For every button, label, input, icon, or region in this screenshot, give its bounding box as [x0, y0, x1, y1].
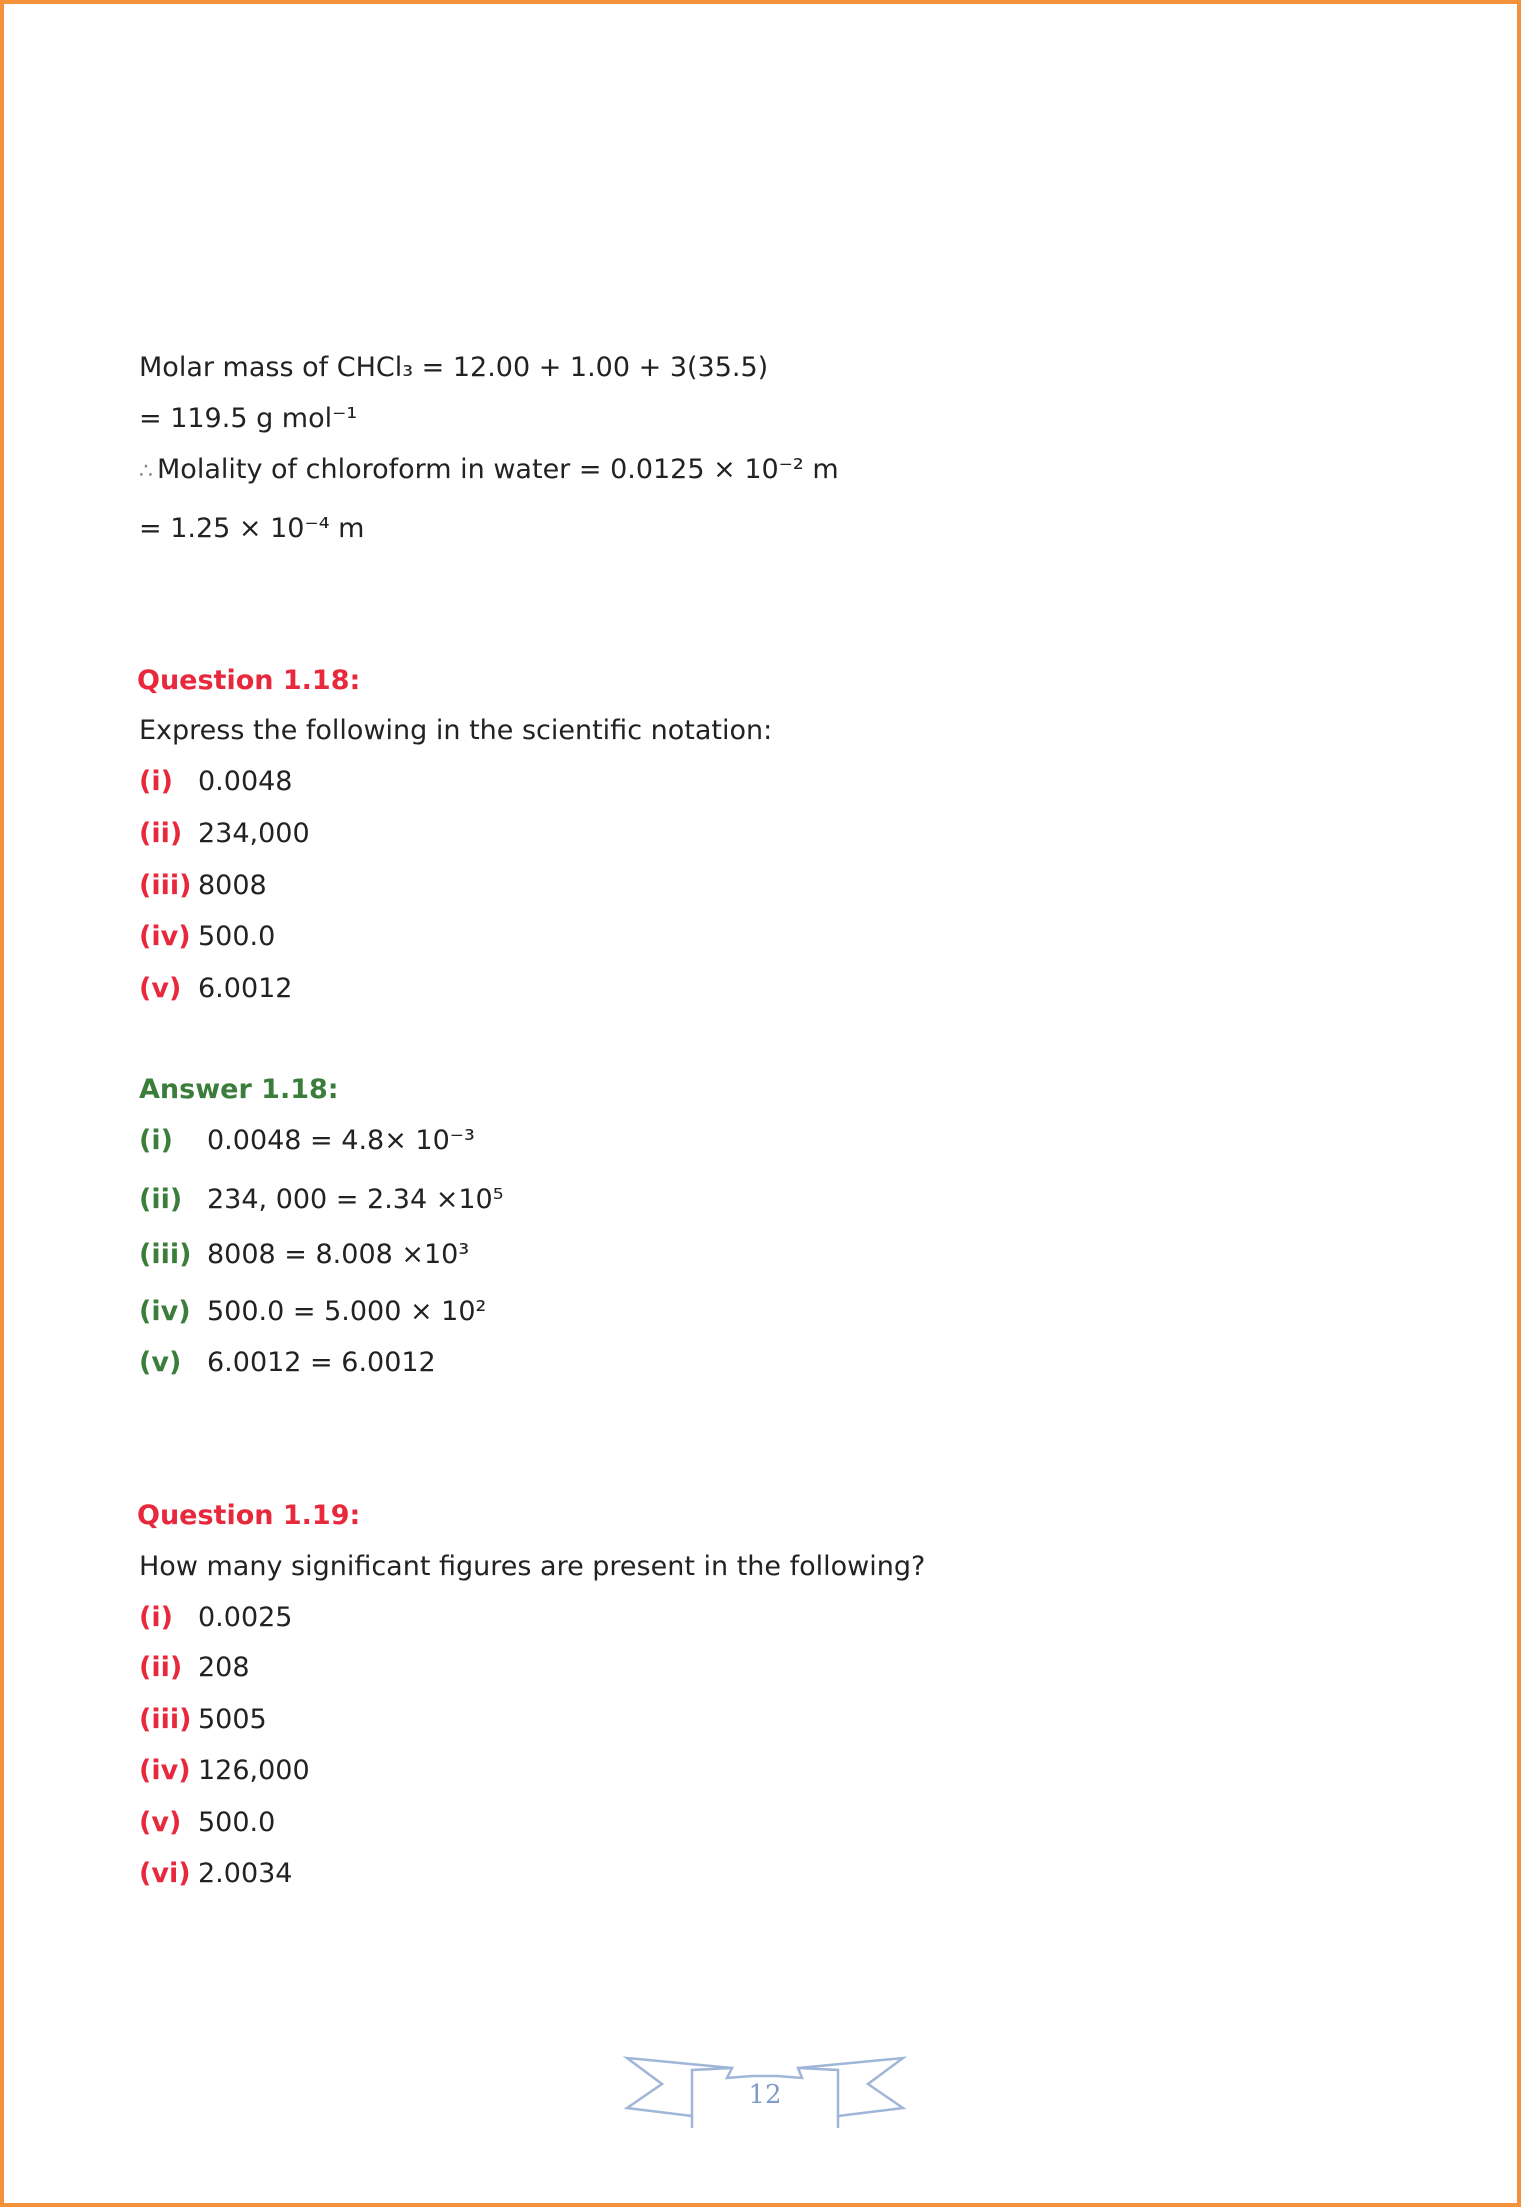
question-title: Question 1.18: — [137, 665, 361, 696]
item-value: 6.0012 = 6.0012 — [207, 1347, 436, 1378]
item-value: 0.0048 — [198, 766, 293, 797]
list-item — [139, 1238, 469, 1272]
question-prompt: How many significant figures are present in the following? — [139, 1551, 926, 1582]
list-item — [139, 1124, 475, 1158]
item-label: (i) — [139, 1602, 173, 1633]
item-label: (ii) — [139, 1652, 183, 1683]
list-item — [139, 1295, 486, 1329]
intro-line: = 119.5 g mol⁻¹ — [139, 403, 358, 434]
list-item — [139, 1346, 436, 1380]
item-label: (iv) — [139, 1296, 191, 1327]
item-label: (iii) — [139, 1704, 192, 1735]
page-number: 12 — [748, 2080, 782, 2110]
question-prompt: Express the following in the scientific notation: — [139, 715, 773, 746]
item-value: 126,000 — [198, 1755, 310, 1786]
list-item — [139, 1651, 250, 1685]
intro-line-text: Molality of chloroform in water = 0.0125 × 10⁻² m — [157, 454, 839, 485]
item-value: 6.0012 — [198, 973, 293, 1004]
item-label: (vi) — [139, 1858, 191, 1889]
list-item — [139, 1754, 310, 1788]
item-value: 5005 — [198, 1704, 267, 1735]
item-value: 208 — [198, 1652, 250, 1683]
list-item — [139, 920, 275, 954]
list-item — [139, 972, 292, 1006]
list-item — [139, 817, 310, 851]
item-label: (iv) — [139, 1755, 191, 1786]
list-item — [139, 1703, 267, 1737]
intro-line: Molar mass of CHCl₃ = 12.00 + 1.00 + 3(35.5) — [139, 352, 769, 383]
item-value: 8008 — [198, 870, 267, 901]
item-label: (v) — [139, 1347, 182, 1378]
item-value: 500.0 = 5.000 × 10² — [207, 1296, 487, 1327]
list-item — [139, 765, 292, 799]
item-value: 234, 000 = 2.34 ×10⁵ — [207, 1184, 504, 1215]
item-label: (iii) — [139, 1239, 192, 1270]
answer-title: Answer 1.18: — [139, 1074, 339, 1105]
list-item — [139, 869, 267, 903]
list-item — [139, 1601, 292, 1635]
item-label: (ii) — [139, 1184, 183, 1215]
item-label: (ii) — [139, 818, 183, 849]
intro-line: = 1.25 × 10⁻⁴ m — [139, 513, 365, 544]
list-item — [139, 1806, 275, 1840]
item-label: (iii) — [139, 870, 192, 901]
item-value: 500.0 — [198, 1807, 276, 1838]
item-label: (v) — [139, 1807, 182, 1838]
item-label: (v) — [139, 973, 182, 1004]
item-label: (i) — [139, 1125, 173, 1156]
item-value: 0.0025 — [198, 1602, 293, 1633]
intro-line — [139, 453, 839, 489]
item-value: 500.0 — [198, 921, 276, 952]
item-value: 8008 = 8.008 ×10³ — [207, 1239, 470, 1270]
list-item — [139, 1857, 292, 1891]
list-item — [139, 1183, 504, 1217]
item-value: 234,000 — [198, 818, 310, 849]
item-label: (i) — [139, 766, 173, 797]
item-value: 2.0034 — [198, 1858, 293, 1889]
therefore-symbol: ∴ — [139, 459, 153, 484]
item-value: 0.0048 = 4.8× 10⁻³ — [207, 1125, 475, 1156]
question-title: Question 1.19: — [137, 1500, 361, 1531]
page-number-ribbon — [622, 2056, 908, 2136]
item-label: (iv) — [139, 921, 191, 952]
